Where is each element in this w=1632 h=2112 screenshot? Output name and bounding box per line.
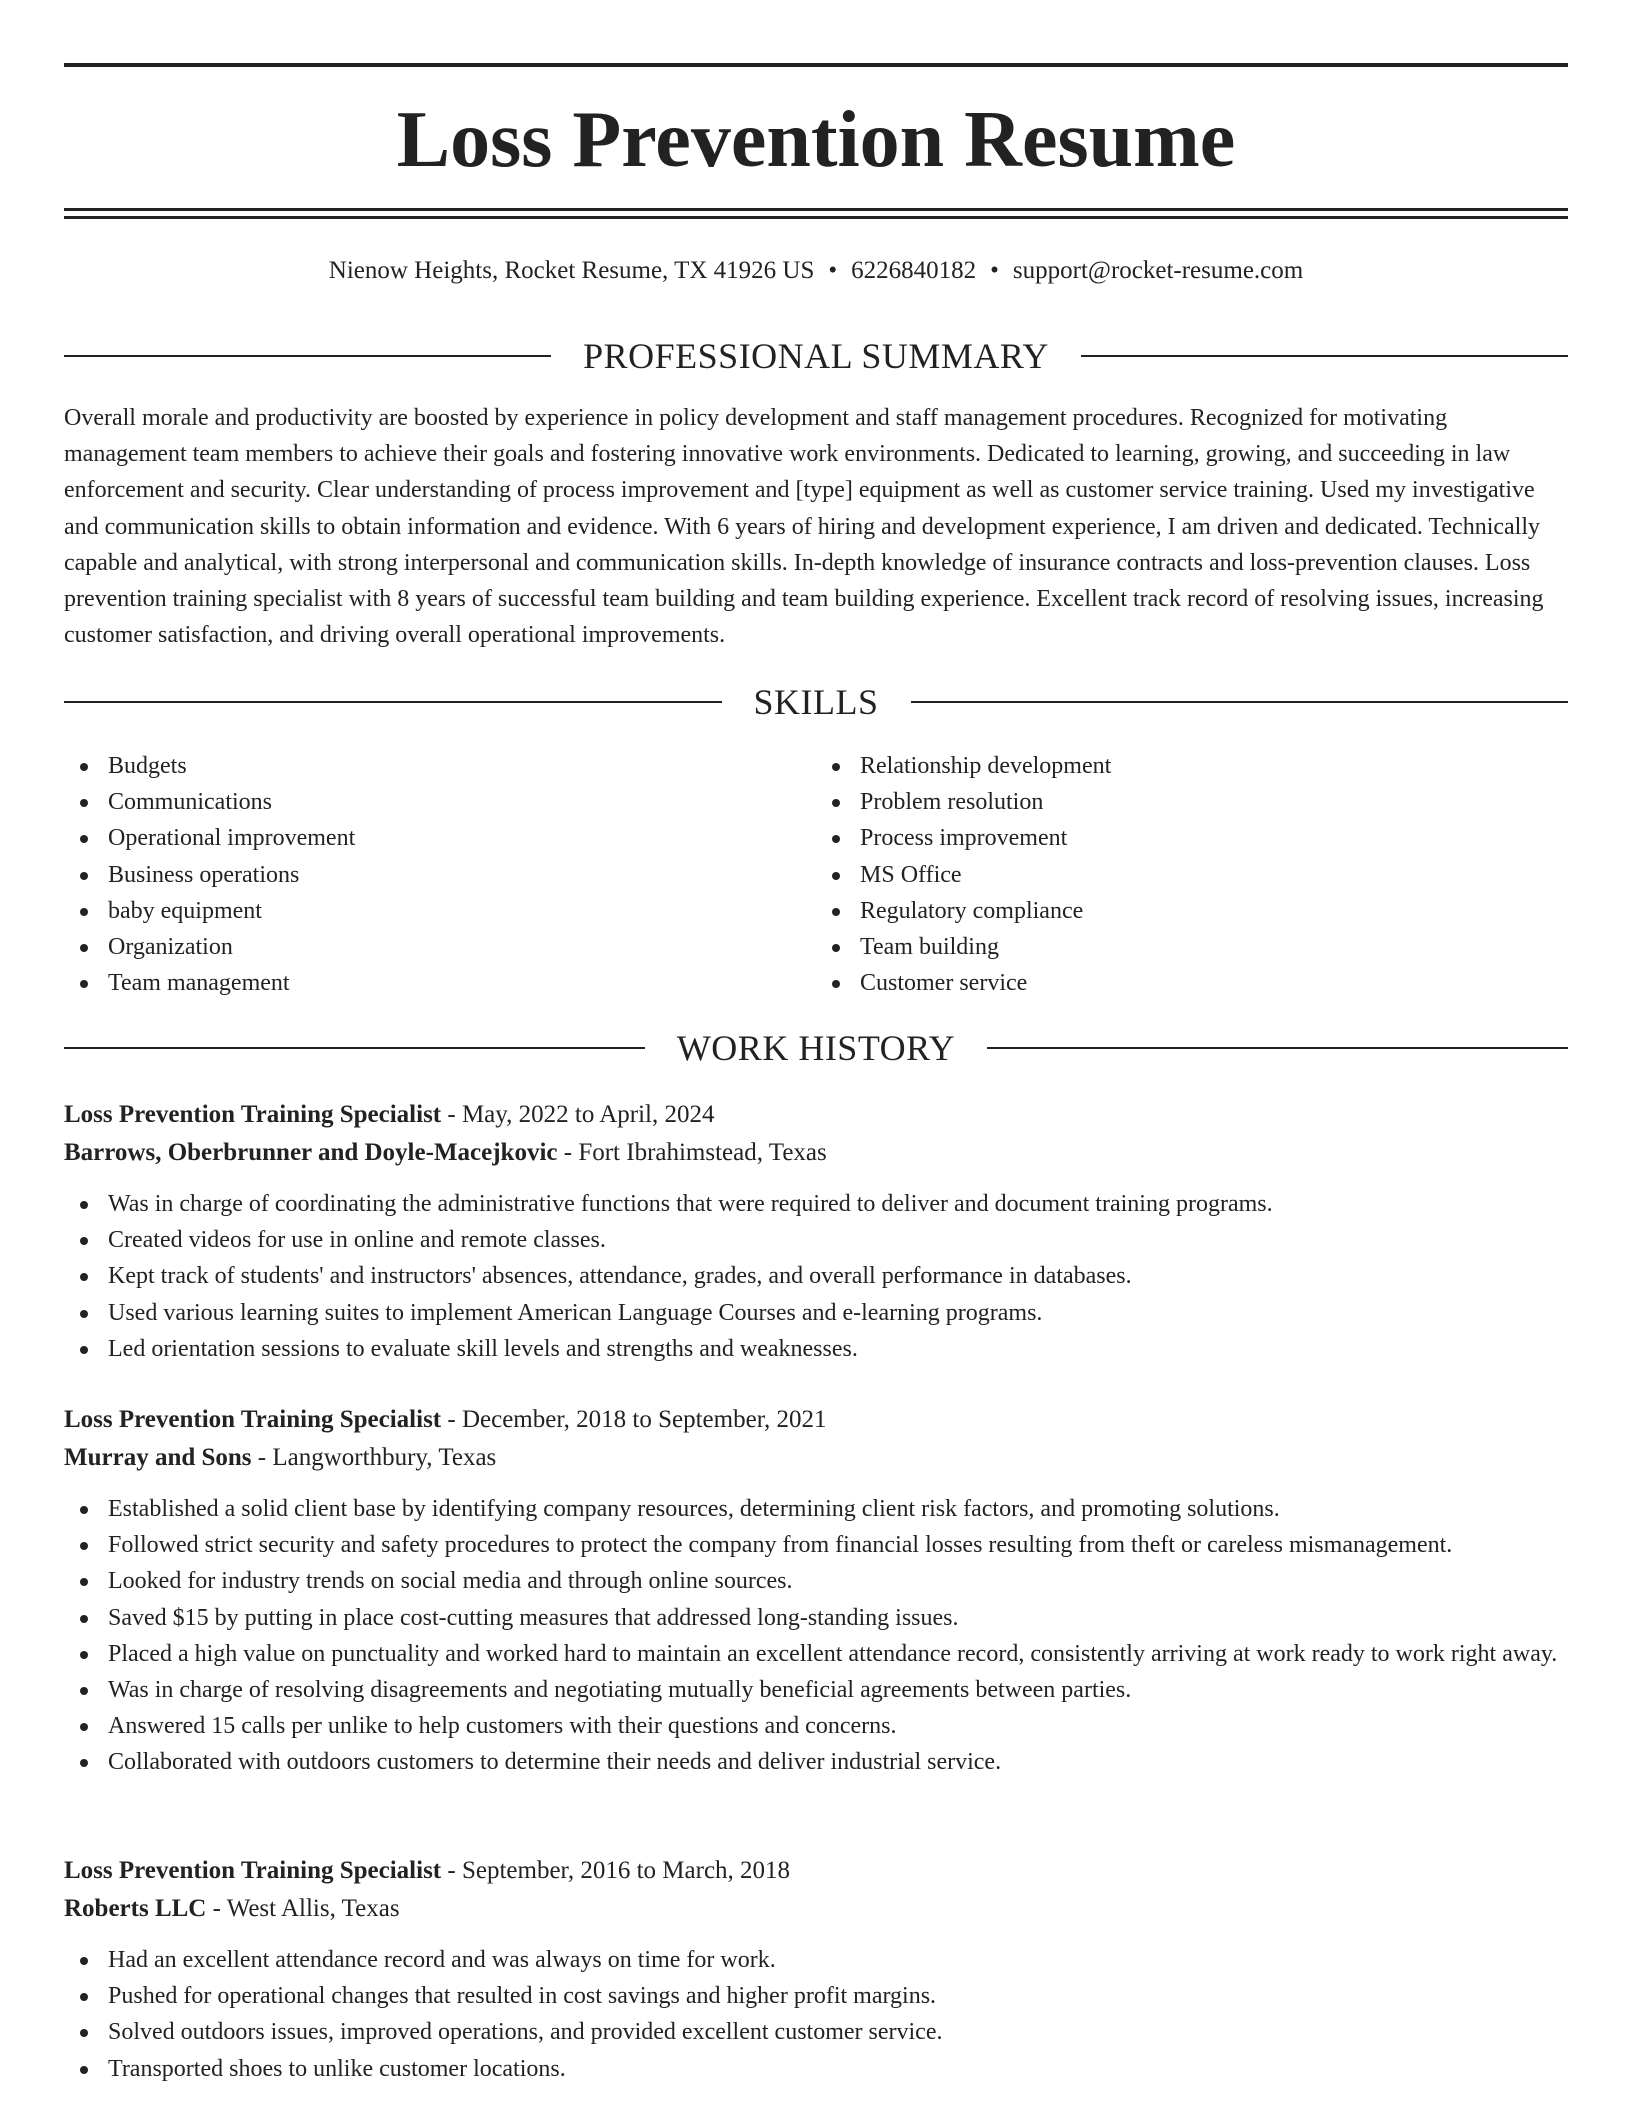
- job-company-line: Murray and Sons - Langworthbury, Texas: [64, 1444, 497, 1471]
- header-top-rule: [64, 63, 1568, 67]
- skill-item: Relationship development: [816, 748, 1568, 784]
- job-bullet: Transported shoes to unlike customer locations.: [64, 2051, 1568, 2087]
- job-bullet: Saved $15 by putting in place cost-cutting measures that addressed long-standing issues.: [64, 1600, 1568, 1636]
- skill-item: Organization: [64, 929, 816, 965]
- job-bullets: [64, 1942, 1568, 2087]
- skills-column-right: [816, 748, 1568, 1001]
- heading-rule-left: [64, 355, 551, 357]
- job-title: Loss Prevention Training Specialist: [64, 1857, 442, 1884]
- skill-item: Customer service: [816, 965, 1568, 1001]
- heading-rule-right: [987, 1047, 1568, 1049]
- skill-item: MS Office: [816, 857, 1568, 893]
- skill-item: Process improvement: [816, 820, 1568, 856]
- header-double-rule-upper: [64, 208, 1568, 211]
- skill-item: Operational improvement: [64, 820, 816, 856]
- job-title-line: Loss Prevention Training Specialist - December, 2018 to September, 2021: [64, 1406, 827, 1433]
- job-title: Loss Prevention Training Specialist: [64, 1406, 442, 1433]
- job-bullet: Established a solid client base by identifying company resources, determining client risk factors, and promoting solutions.: [64, 1491, 1568, 1527]
- job-bullet: Followed strict security and safety procedures to protect the company from financial losses resulting from theft or careless mismanagement.: [64, 1527, 1568, 1563]
- job-bullet: Had an excellent attendance record and was always on time for work.: [64, 1942, 1568, 1978]
- job-bullet: Was in charge of resolving disagreements and negotiating mutually beneficial agreements between parties.: [64, 1672, 1568, 1708]
- skill-item: Problem resolution: [816, 784, 1568, 820]
- skill-item: Communications: [64, 784, 816, 820]
- skill-item: Team management: [64, 965, 816, 1001]
- job-title: Loss Prevention Training Specialist: [64, 1101, 442, 1128]
- job-entry: [64, 1401, 1568, 1781]
- job-entry: [64, 1852, 1568, 2087]
- job-location: West Allis, Texas: [226, 1895, 400, 1922]
- job-company: Barrows, Oberbrunner and Doyle-Macejkovic: [64, 1139, 558, 1166]
- job-bullet: Placed a high value on punctuality and worked hard to maintain an excellent attendance record, consistently arriving at work ready to work right away.: [64, 1636, 1568, 1672]
- job-location: Langworthbury, Texas: [272, 1444, 497, 1471]
- contact-phone: 6226840182: [851, 257, 977, 284]
- contact-line: [64, 255, 1568, 287]
- job-bullet: Looked for industry trends on social media and through online sources.: [64, 1563, 1568, 1599]
- skill-item: baby equipment: [64, 893, 816, 929]
- job-bullet: Created videos for use in online and remote classes.: [64, 1222, 1568, 1258]
- job-title-line: Loss Prevention Training Specialist - September, 2016 to March, 2018: [64, 1857, 791, 1884]
- heading-rule-right: [1081, 355, 1568, 357]
- skill-item: Regulatory compliance: [816, 893, 1568, 929]
- summary-heading-label: PROFESSIONAL SUMMARY: [583, 336, 1049, 376]
- job-company: Murray and Sons: [64, 1444, 252, 1471]
- skill-item: Budgets: [64, 748, 816, 784]
- job-bullet: Collaborated with outdoors customers to determine their needs and deliver industrial service.: [64, 1744, 1568, 1780]
- job-location: Fort Ibrahimstead, Texas: [578, 1139, 827, 1166]
- contact-email: support@rocket-resume.com: [1012, 257, 1304, 284]
- heading-rule-left: [64, 1047, 645, 1049]
- contact-separator: •: [828, 257, 838, 284]
- job-bullet: Led orientation sessions to evaluate skill levels and strengths and weaknesses.: [64, 1331, 1568, 1367]
- work-history-heading: [64, 1026, 1568, 1070]
- job-bullet: Was in charge of coordinating the administrative functions that were required to deliver and document training programs.: [64, 1186, 1568, 1222]
- header-double-rule-lower: [64, 216, 1568, 219]
- resume-title: Loss Prevention Resume: [396, 96, 1236, 184]
- job-company-line: Roberts LLC - West Allis, Texas: [64, 1895, 400, 1922]
- job-company: Roberts LLC: [64, 1895, 207, 1922]
- job-bullets: [64, 1186, 1568, 1367]
- job-entry: [64, 1096, 1568, 1367]
- summary-heading: [64, 334, 1568, 378]
- skills-heading: [64, 680, 1568, 724]
- job-bullets: [64, 1491, 1568, 1781]
- job-dates: December, 2018 to September, 2021: [461, 1406, 827, 1433]
- job-dates: September, 2016 to March, 2018: [461, 1857, 791, 1884]
- job-bullet: Solved outdoors issues, improved operations, and provided excellent customer service.: [64, 2014, 1568, 2050]
- skills-column-left: [64, 748, 816, 1001]
- work-history-heading-label: WORK HISTORY: [676, 1028, 956, 1068]
- skills-list: [64, 748, 1568, 1001]
- job-bullet: Used various learning suites to implement American Language Courses and e-learning programs.: [64, 1295, 1568, 1331]
- contact-separator: •: [990, 257, 999, 284]
- skills-heading-label: SKILLS: [753, 682, 879, 722]
- heading-rule-left: [64, 701, 722, 703]
- job-company-line: Barrows, Oberbrunner and Doyle-Macejkovic - Fort Ibrahimstead, Texas: [64, 1139, 827, 1166]
- skill-item: Team building: [816, 929, 1568, 965]
- heading-rule-right: [911, 701, 1569, 703]
- job-bullet: Answered 15 calls per unlike to help customers with their questions and concerns.: [64, 1708, 1568, 1744]
- job-title-line: Loss Prevention Training Specialist - May, 2022 to April, 2024: [64, 1101, 715, 1128]
- skill-item: Business operations: [64, 857, 816, 893]
- contact-address: Nienow Heights, Rocket Resume, TX 41926 US: [328, 257, 815, 284]
- summary-text: Overall morale and productivity are boosted by experience in policy development and staff management procedures. Recognized for motivating management team members to achieve their goals and fostering innovative work environments. Dedicated to learning, growing, and succeeding in law enforcement and security. Clear understanding of process improvement and [type] equipment as well as customer service training. Used my investigative and communication skills to obtain information and evidence. With 6 years of hiring and development experience, I am driven and dedicated. Technically capable and analytical, with strong interpersonal and communication skills. In-depth knowledge of insurance contracts and loss-prevention clauses. Loss prevention training specialist with 8 years of successful team building and team building experience. Excellent track record of resolving issues, increasing customer satisfaction, and driving overall operational improvements.: [64, 405, 1544, 649]
- job-bullet: Pushed for operational changes that resulted in cost savings and higher profit margins.: [64, 1978, 1568, 2014]
- job-bullet: Kept track of students' and instructors' absences, attendance, grades, and overall performance in databases.: [64, 1258, 1568, 1294]
- job-dates: May, 2022 to April, 2024: [461, 1101, 715, 1128]
